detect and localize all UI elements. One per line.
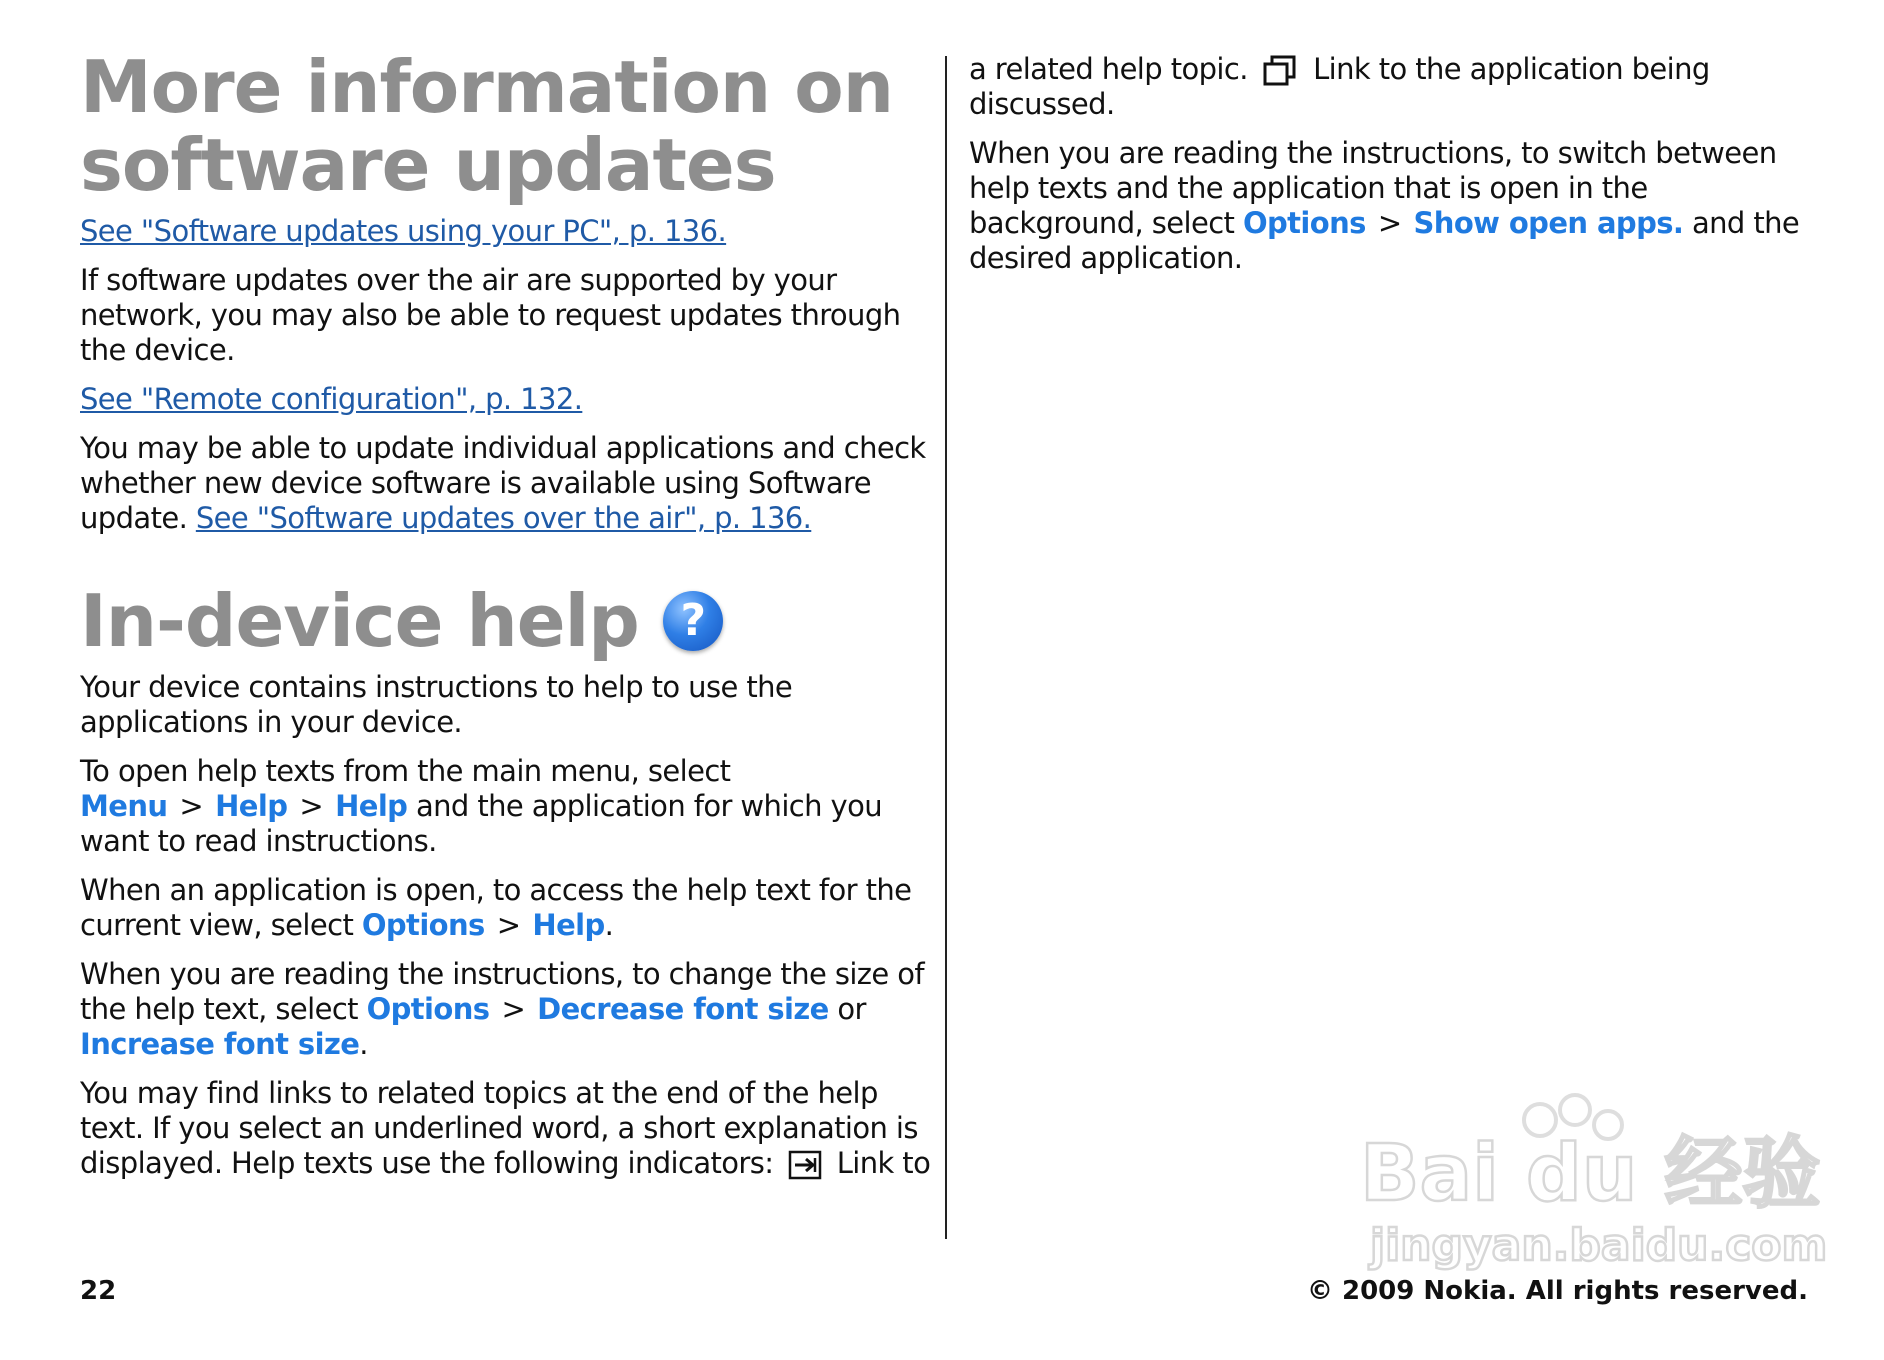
in-device-help-title: In-device help xyxy=(80,579,639,663)
p4-text-a: When you are reading the instructions, to change the size of the help text, select xyxy=(80,957,925,1026)
page-number: 22 xyxy=(80,1276,117,1306)
sep: > xyxy=(501,992,526,1026)
section-title-in-device-help xyxy=(80,579,935,663)
right-column xyxy=(969,52,1824,290)
p3-text-a: When an application is open, to access the help text for the current view, select xyxy=(80,873,912,942)
link-software-updates-ota[interactable]: See "Software updates over the air", p. 136. xyxy=(195,501,812,535)
baidu-watermark xyxy=(1340,1080,1828,1280)
ui-help-2: Help xyxy=(335,789,408,823)
para-ota-updates: If software updates over the air are supported by your network, you may also be able to request updates through the device. xyxy=(80,263,901,367)
sep: > xyxy=(299,789,324,823)
p2-text-b: and the application for which you want to read instructions. xyxy=(80,789,883,858)
copyright: © 2009 Nokia. All rights reserved. xyxy=(1306,1276,1808,1306)
left-column xyxy=(80,45,935,1195)
r1-text-a: a related help topic. xyxy=(969,52,1248,86)
ui-increase-font: Increase font size xyxy=(80,1027,360,1061)
ui-show-open-apps: Show open apps. xyxy=(1413,206,1684,240)
link-software-updates-pc[interactable]: See "Software updates using your PC", p. 136. xyxy=(80,214,727,248)
link-remote-configuration[interactable]: See "Remote configuration", p. 132. xyxy=(80,382,583,416)
sep: > xyxy=(179,789,204,823)
ui-menu: Menu xyxy=(80,789,168,823)
sep: > xyxy=(1377,206,1402,240)
help-icon: ? xyxy=(663,591,723,651)
p2-text-a: To open help texts from the main menu, select xyxy=(80,754,731,788)
watermark-brand: Bai du 经验 xyxy=(1360,1129,1821,1219)
para-help-intro: Your device contains instructions to help to use the applications in your device. xyxy=(80,670,793,739)
p5-link-to: Link to xyxy=(836,1146,931,1180)
section-title-software-updates xyxy=(80,45,935,207)
p4-or: or xyxy=(837,992,866,1026)
para-current-view-help xyxy=(80,873,935,943)
link-to-topic-icon xyxy=(788,1150,822,1180)
watermark-url: jingyan.baidu.com xyxy=(1370,1220,1828,1271)
para-switch-apps xyxy=(969,136,1824,276)
title-line-2: software updates xyxy=(80,123,776,207)
para-software-update-text: You may be able to update individual applications and check whether new device software is available using Software update. xyxy=(80,431,926,535)
r1-text-b: Link to the application being discussed. xyxy=(969,52,1710,121)
ui-help-3: Help xyxy=(532,908,605,942)
p5-text-a: You may find links to related topics at the end of the help text. If you select an underlined word, a short explanation is displayed. Help texts use the following indicators: xyxy=(80,1076,918,1180)
title-line-1: More information on xyxy=(80,45,893,129)
para-open-help xyxy=(80,754,935,859)
ui-options-1: Options xyxy=(361,908,485,942)
ui-options-2: Options xyxy=(366,992,490,1026)
link-to-application-icon xyxy=(1262,55,1298,87)
para-related-topic xyxy=(969,52,1824,122)
p4-end: . xyxy=(359,1027,368,1061)
column-divider xyxy=(945,56,947,1239)
sep: > xyxy=(496,908,521,942)
r2-text-a: When you are reading the instructions, to switch between help texts and the application that is open in the background, select xyxy=(969,136,1777,240)
p3-end: . xyxy=(604,908,614,942)
para-software-update xyxy=(80,431,935,536)
ui-decrease-font: Decrease font size xyxy=(537,992,829,1026)
ui-options-3: Options xyxy=(1242,206,1366,240)
para-indicators xyxy=(80,1076,935,1181)
r2-text-b: and the desired application. xyxy=(969,206,1800,275)
ui-help-1: Help xyxy=(215,789,288,823)
para-font-size xyxy=(80,957,935,1062)
